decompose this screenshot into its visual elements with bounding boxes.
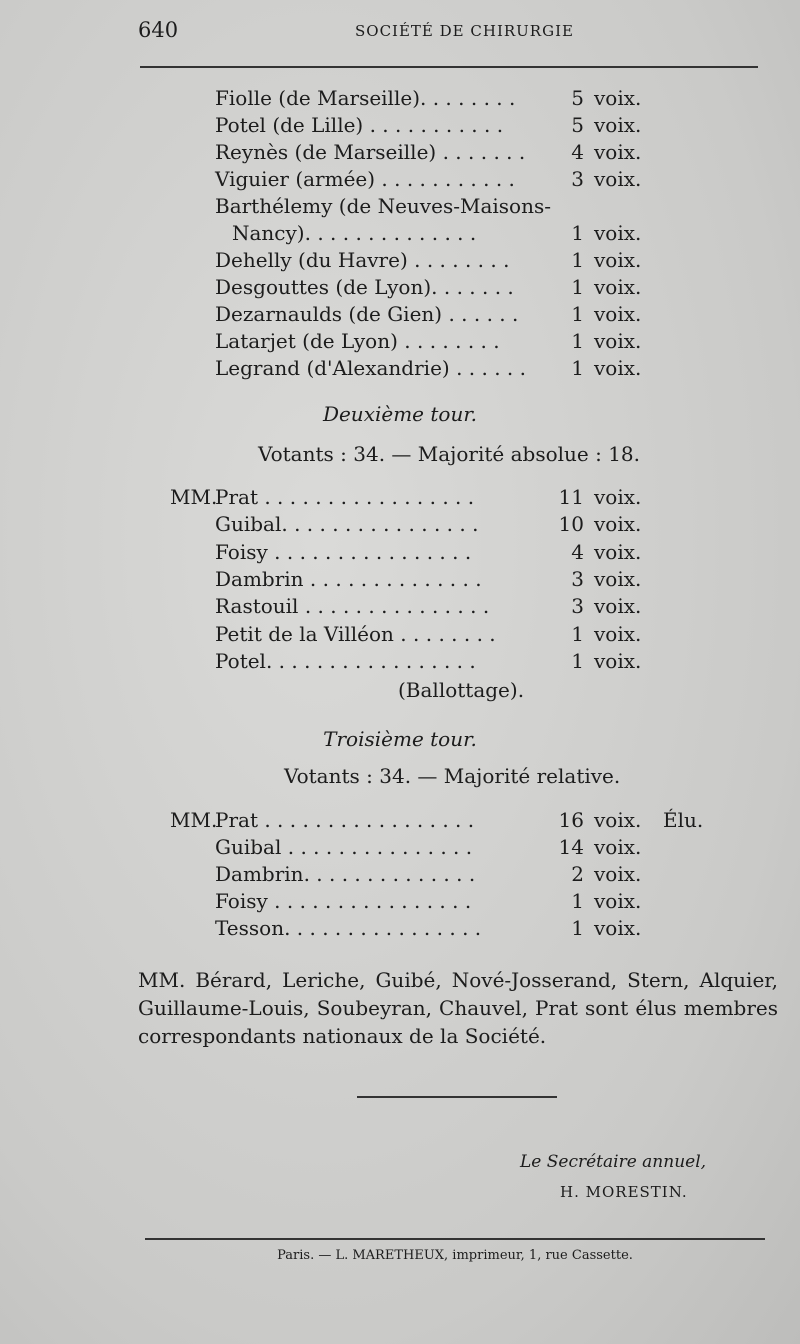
ballotage-note: (Ballottage).: [398, 678, 525, 702]
imprint-line: Paris. — L. MARETHEUX, imprimeur, 1, rue Cassette.: [277, 1248, 633, 1263]
vote-unit: voix.: [594, 140, 642, 164]
vote-row: [0, 219, 800, 247]
candidate-name: Dambrin. . . . . . . . . . . . . .: [215, 862, 476, 886]
vote-count: 2: [571, 862, 584, 886]
vote-row: [0, 806, 800, 834]
elected-label: Élu.: [663, 808, 704, 832]
candidate-name: Guibal. . . . . . . . . . . . . . . .: [215, 512, 479, 536]
vote-count: 4: [571, 140, 584, 164]
vote-count: 14: [558, 835, 584, 859]
vote-count: 1: [571, 889, 584, 913]
candidate-name: Foisy . . . . . . . . . . . . . . . .: [215, 889, 472, 913]
vote-unit: voix.: [594, 113, 642, 137]
candidate-name: Dambrin . . . . . . . . . . . . . .: [215, 567, 482, 591]
vote-unit: voix.: [594, 594, 642, 618]
candidate-name: Guibal . . . . . . . . . . . . . . .: [215, 835, 473, 859]
vote-count: 1: [571, 649, 584, 673]
vote-row: [0, 192, 800, 220]
candidate-name: Potel (de Lille) . . . . . . . . . . .: [215, 113, 504, 137]
page-header: [0, 18, 800, 48]
vote-count: 1: [571, 329, 584, 353]
candidate-name: Dehelly (du Havre) . . . . . . . .: [215, 248, 510, 272]
vote-count: 1: [571, 302, 584, 326]
vote-row: [0, 592, 800, 620]
candidate-name: Desgouttes (de Lyon). . . . . . .: [215, 275, 514, 299]
vote-row: [0, 327, 800, 355]
candidate-name: Viguier (armée) . . . . . . . . . . .: [215, 167, 515, 191]
vote-unit: voix.: [594, 221, 642, 245]
vote-unit: voix.: [594, 302, 642, 326]
vote-row: [0, 273, 800, 301]
vote-row: [0, 620, 800, 648]
vote-unit: voix.: [594, 512, 642, 536]
signature-name: H. MORESTIN.: [560, 1183, 688, 1201]
vote-count: 1: [571, 916, 584, 940]
vote-unit: voix.: [594, 329, 642, 353]
candidate-name: Petit de la Villéon . . . . . . . .: [215, 622, 496, 646]
vote-unit: voix.: [594, 649, 642, 673]
footer-rule: [145, 1238, 765, 1240]
members-text: MM. Bérard, Leriche, Guibé, Nové-Josserand, Stern, Alquier, Guillaume-Louis, Soubeyran, Chauvel, Prat sont élus membres correspondants nationaux de la Société.: [138, 968, 778, 1048]
vote-count: 1: [571, 248, 584, 272]
vote-unit: voix.: [594, 167, 642, 191]
vote-unit: voix.: [594, 622, 642, 646]
vote-row: [0, 860, 800, 888]
candidate-name: Foisy . . . . . . . . . . . . . . . .: [215, 540, 472, 564]
vote-count: 11: [558, 485, 584, 509]
vote-row: [0, 510, 800, 538]
vote-unit: voix.: [594, 86, 642, 110]
vote-count: 3: [571, 167, 584, 191]
vote-count: 16: [558, 808, 584, 832]
vote-count: 1: [571, 221, 584, 245]
candidate-name: Rastouil . . . . . . . . . . . . . . .: [215, 594, 490, 618]
vote-unit: voix.: [594, 356, 642, 380]
running-title: SOCIÉTÉ DE CHIRURGIE: [355, 22, 574, 40]
candidate-name: Potel. . . . . . . . . . . . . . . . .: [215, 649, 476, 673]
vote-row: [0, 111, 800, 139]
vote-unit: voix.: [594, 862, 642, 886]
candidate-name: Barthélemy (de Neuves-Maisons-: [215, 194, 551, 218]
vote-row: [0, 887, 800, 915]
vote-unit: voix.: [594, 540, 642, 564]
vote-row: [0, 165, 800, 193]
signature-title: Le Secrétaire annuel,: [520, 1152, 707, 1172]
vote-count: 3: [571, 594, 584, 618]
candidate-name: Legrand (d'Alexandrie) . . . . . .: [215, 356, 526, 380]
vote-row: [0, 138, 800, 166]
vote-row: [0, 538, 800, 566]
vote-unit: voix.: [594, 916, 642, 940]
members-paragraph: [138, 966, 778, 1050]
vote-unit: voix.: [594, 567, 642, 591]
vote-row: [0, 354, 800, 382]
separator-rule: [357, 1096, 557, 1098]
vote-count: 5: [571, 86, 584, 110]
candidate-name: Nancy). . . . . . . . . . . . . .: [232, 221, 477, 245]
vote-row: [0, 300, 800, 328]
third-round-heading: Troisième tour.: [323, 727, 477, 751]
mm-prefix: MM.: [170, 485, 218, 509]
vote-unit: voix.: [594, 889, 642, 913]
vote-row: [0, 833, 800, 861]
candidate-name: Tesson. . . . . . . . . . . . . . . .: [215, 916, 482, 940]
page-number: 640: [138, 18, 179, 42]
candidate-name: Reynès (de Marseille) . . . . . . .: [215, 140, 526, 164]
header-rule: [140, 66, 758, 68]
candidate-name: Prat . . . . . . . . . . . . . . . . .: [215, 808, 475, 832]
vote-count: 1: [571, 622, 584, 646]
vote-row: [0, 914, 800, 942]
candidate-name: Dezarnaulds (de Gien) . . . . . .: [215, 302, 519, 326]
vote-count: 1: [571, 356, 584, 380]
vote-unit: voix.: [594, 808, 642, 832]
vote-row: [0, 246, 800, 274]
vote-row: [0, 483, 800, 511]
third-round-votants: Votants : 34. — Majorité relative.: [284, 764, 621, 788]
candidate-name: Fiolle (de Marseille). . . . . . . .: [215, 86, 516, 110]
candidate-name: Latarjet (de Lyon) . . . . . . . .: [215, 329, 500, 353]
vote-count: 5: [571, 113, 584, 137]
mm-prefix: MM.: [170, 808, 218, 832]
vote-row: [0, 84, 800, 112]
vote-count: 4: [571, 540, 584, 564]
vote-unit: voix.: [594, 485, 642, 509]
second-round-votants: Votants : 34. — Majorité absolue : 18.: [258, 442, 641, 466]
candidate-name: Prat . . . . . . . . . . . . . . . . .: [215, 485, 475, 509]
second-round-heading: Deuxième tour.: [322, 402, 478, 426]
vote-row: [0, 647, 800, 675]
vote-count: 10: [558, 512, 584, 536]
vote-row: [0, 565, 800, 593]
vote-unit: voix.: [594, 275, 642, 299]
vote-count: 3: [571, 567, 584, 591]
vote-unit: voix.: [594, 248, 642, 272]
vote-count: 1: [571, 275, 584, 299]
vote-unit: voix.: [594, 835, 642, 859]
